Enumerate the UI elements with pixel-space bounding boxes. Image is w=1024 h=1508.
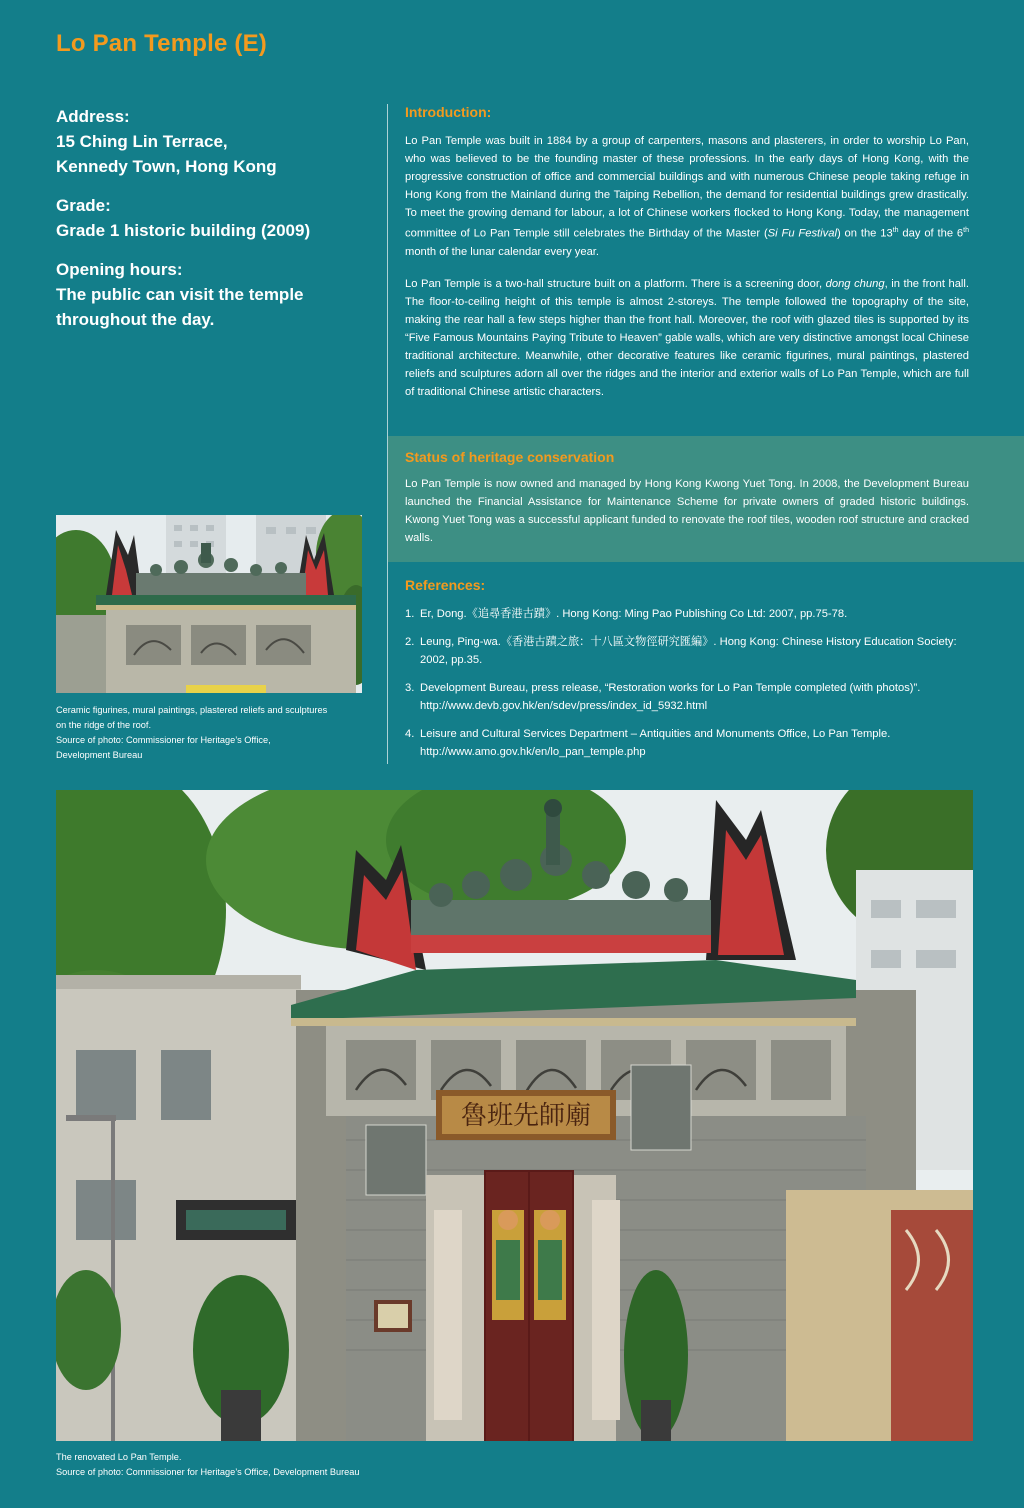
address-line-2: Kennedy Town, Hong Kong bbox=[56, 157, 277, 176]
intro-p1-text-b: ) on the 13 bbox=[836, 227, 893, 240]
introduction-paragraph-1 bbox=[405, 132, 969, 261]
roof-ridge-illustration bbox=[56, 515, 362, 693]
introduction-heading: Introduction: bbox=[405, 104, 492, 120]
introduction-section bbox=[405, 104, 969, 415]
grade-value: Grade 1 historic building (2009) bbox=[56, 221, 311, 240]
opening-hours-line-2: throughout the day. bbox=[56, 310, 215, 329]
small-photo-caption bbox=[56, 703, 366, 763]
big-caption-line-2: Source of photo: Commissioner for Heritage’s Office, Development Bureau bbox=[56, 1467, 360, 1477]
status-text: Lo Pan Temple is now owned and managed by Hong Kong Kwong Yuet Tong. In 2008, the Development Bureau launched the Financial Assistance for Maintenance Scheme for private owners of graded historic buildings. Kwong Yuet Tong was a successful applicant funded to renovate the roof tiles, wooden roof structure and cracked walls. bbox=[405, 478, 969, 544]
intro-p2-term: dong chung bbox=[825, 277, 885, 290]
reference-number: 1. bbox=[405, 608, 415, 620]
temple-facade-illustration bbox=[56, 790, 973, 1441]
small-caption-line-2: on the ridge of the roof. bbox=[56, 720, 152, 730]
reference-item bbox=[405, 605, 975, 623]
grade-block bbox=[56, 193, 376, 243]
introduction-paragraph-2 bbox=[405, 275, 969, 401]
intro-p1-sup-1: th bbox=[892, 227, 899, 234]
references-heading: References: bbox=[405, 577, 486, 593]
intro-p2-text-b: , in the front hall. The floor-to-ceiling height of this temple is almost 2-storeys. The temple followed the topography of the site, making the rear hall a few steps higher than the front hall. Moreover, the roof with glazed tiles is supported by its “Five Famous Mountains Paying Tribute to Heaven” gable walls, which are very distinctive amongst local Chinese traditional architecture. Meanwhile, other decorative features like ceramic figurines, mural paintings, plastered reliefs and sculptures adorn all over the ridges and the interior and exterior walls of Lo Pan Temple, which are full of traditional Chinese artistic characters. bbox=[405, 277, 969, 398]
intro-p1-festival-name: Si Fu Festival bbox=[767, 227, 837, 240]
big-caption-line-1: The renovated Lo Pan Temple. bbox=[56, 1452, 182, 1462]
address-line-1: 15 Ching Lin Terrace, bbox=[56, 132, 228, 151]
opening-hours-block bbox=[56, 257, 376, 332]
status-heading: Status of heritage conservation bbox=[405, 449, 615, 465]
reference-text: Leisure and Cultural Services Department – Antiquities and Monuments Office, Lo Pan Temple. bbox=[420, 728, 891, 740]
references-section bbox=[405, 577, 975, 771]
reference-number: 3. bbox=[405, 682, 415, 694]
status-section bbox=[405, 449, 969, 547]
reference-number: 4. bbox=[405, 728, 415, 740]
intro-p1-sup-2: th bbox=[963, 227, 970, 234]
reference-text: Leung, Ping-wa.《香港古蹟之旅：十八區文物徑研究匯編》. Hong Kong: Chinese History Education Society: 2002, pp.35. bbox=[420, 636, 957, 666]
small-caption-line-3: Source of photo: Commissioner for Heritage’s Office, bbox=[56, 735, 271, 745]
reference-link[interactable]: http://www.devb.gov.hk/en/sdev/press/index_id_5932.html bbox=[420, 700, 708, 712]
reference-item bbox=[405, 679, 975, 715]
reference-item bbox=[405, 725, 975, 761]
opening-hours-line-1: The public can visit the temple bbox=[56, 285, 304, 304]
intro-p2-text-a: Lo Pan Temple is a two-hall structure built on a platform. There is a screening door, bbox=[405, 277, 826, 290]
references-list bbox=[405, 605, 975, 761]
grade-label: Grade: bbox=[56, 196, 111, 215]
reference-item bbox=[405, 633, 975, 669]
temple-info bbox=[56, 104, 376, 346]
column-divider bbox=[387, 104, 388, 764]
address-block bbox=[56, 104, 376, 179]
page-title: Lo Pan Temple (E) bbox=[56, 30, 267, 57]
reference-text: Development Bureau, press release, “Restoration works for Lo Pan Temple completed (with photos)”. bbox=[420, 682, 921, 694]
plaque-text: 魯班先師廟 bbox=[460, 1101, 592, 1131]
reference-link[interactable]: http://www.amo.gov.hk/en/lo_pan_temple.php bbox=[420, 746, 646, 758]
intro-p1-text-d: month of the lunar calendar every year. bbox=[405, 245, 600, 258]
small-caption-line-1: Ceramic figurines, mural paintings, plastered reliefs and sculptures bbox=[56, 705, 328, 715]
intro-p1-text-c: day of the 6 bbox=[898, 227, 964, 240]
roof-ridge-photo bbox=[56, 515, 362, 693]
address-label: Address: bbox=[56, 107, 130, 126]
temple-facade-photo bbox=[56, 790, 973, 1441]
reference-text: Er, Dong.《追尋香港古蹟》. Hong Kong: Ming Pao Publishing Co Ltd: 2007, pp.75-78. bbox=[420, 608, 848, 620]
opening-hours-label: Opening hours: bbox=[56, 260, 183, 279]
big-photo-caption bbox=[56, 1450, 656, 1480]
small-caption-line-4: Development Bureau bbox=[56, 750, 143, 760]
intro-p1-text-a: Lo Pan Temple was built in 1884 by a group of carpenters, masons and plasterers, in order to worship Lo Pan, who was believed to be the founding master of these professions. In the early days of Hong Kong, with the progressive construction of office and commercial buildings and with numerous Chinese people taking refuge in Hong Kong from the Mainland during the Taiping Rebellion, the demand for residential buildings grew drastically. To meet the growing demand for labour, a lot of Chinese workers flocked to Hong Kong. Today, the management committee of Lo Pan Temple still celebrates the Birthday of the Master ( bbox=[405, 135, 969, 240]
reference-number: 2. bbox=[405, 636, 415, 648]
